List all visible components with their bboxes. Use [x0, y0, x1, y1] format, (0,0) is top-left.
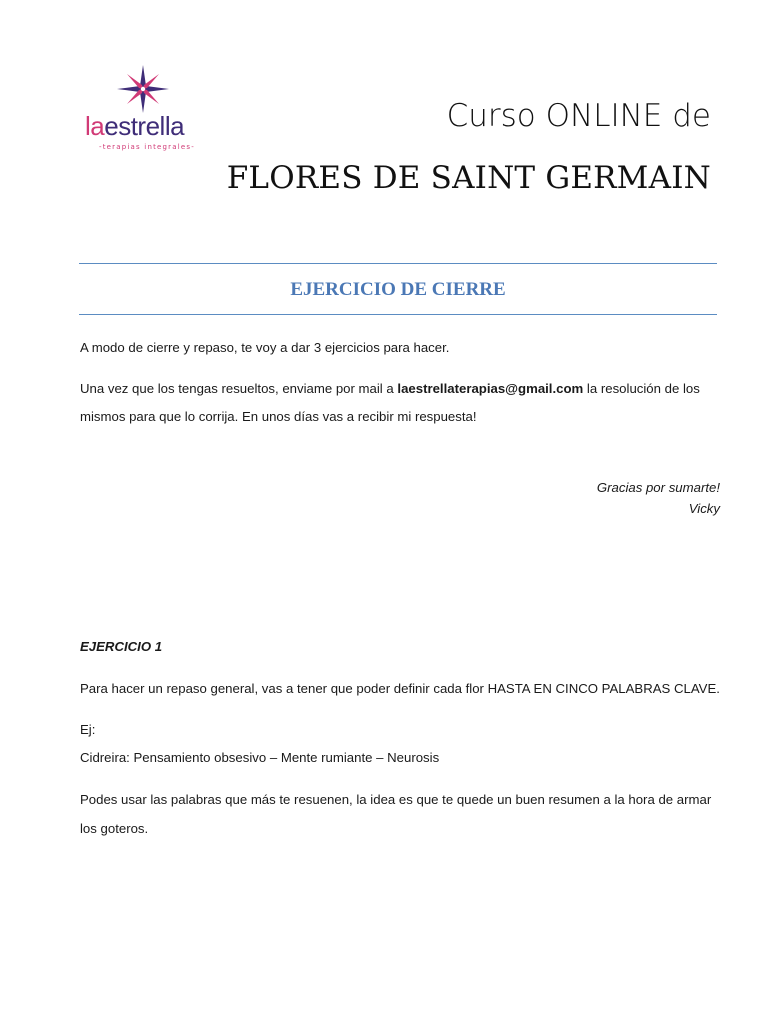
section-rule-bottom — [79, 314, 717, 315]
logo — [80, 62, 210, 152]
course-title-line1: Curso ONLINE de — [446, 98, 711, 134]
exercise-1-note-line2: los goteros. — [80, 821, 149, 836]
intro-paragraph-2-line2: mismos para que lo corrija. En unos días vas a recibir mi respuesta! — [80, 409, 477, 424]
section-heading: EJERCICIO DE CIERRE — [290, 279, 506, 300]
intro-paragraph-2 — [80, 381, 700, 397]
exercise-1-note-line1: Podes usar las palabras que más te resuenen, la idea es que te quede un buen resumen a la hora de armar — [80, 792, 712, 807]
intro-paragraph-2-end: la resolución de los — [583, 381, 700, 396]
exercise-1-example-text: Cidreira: Pensamiento obsesivo – Mente rumiante – Neurosis — [80, 750, 440, 765]
email-link[interactable]: laestrellaterapias@gmail.com — [397, 381, 584, 396]
course-title-line2: FLORES DE SAINT GERMAIN — [226, 160, 711, 196]
logo-wordmark — [85, 113, 184, 139]
exercise-1-instruction: Para hacer un repaso general, vas a tener que poder definir cada flor HASTA EN CINCO PALABRAS CLAVE. — [80, 681, 720, 696]
signature-name: Vicky — [688, 501, 720, 516]
section-rule-top — [79, 263, 717, 264]
logo-wordmark-la: la — [85, 111, 105, 141]
logo-tagline: -terapias integrales- — [99, 143, 195, 151]
signature-thanks: Gracias por sumarte! — [596, 480, 720, 495]
exercise-1-example-label: Ej: — [80, 722, 96, 737]
exercise-1-title: EJERCICIO 1 — [80, 639, 163, 654]
intro-paragraph-2-start: Una vez que los tengas resueltos, enviame por mail a — [80, 381, 398, 396]
compass-star-icon — [114, 64, 172, 114]
logo-wordmark-estrella: estrella — [104, 111, 185, 141]
intro-paragraph-1: A modo de cierre y repaso, te voy a dar 3 ejercicios para hacer. — [80, 340, 450, 355]
